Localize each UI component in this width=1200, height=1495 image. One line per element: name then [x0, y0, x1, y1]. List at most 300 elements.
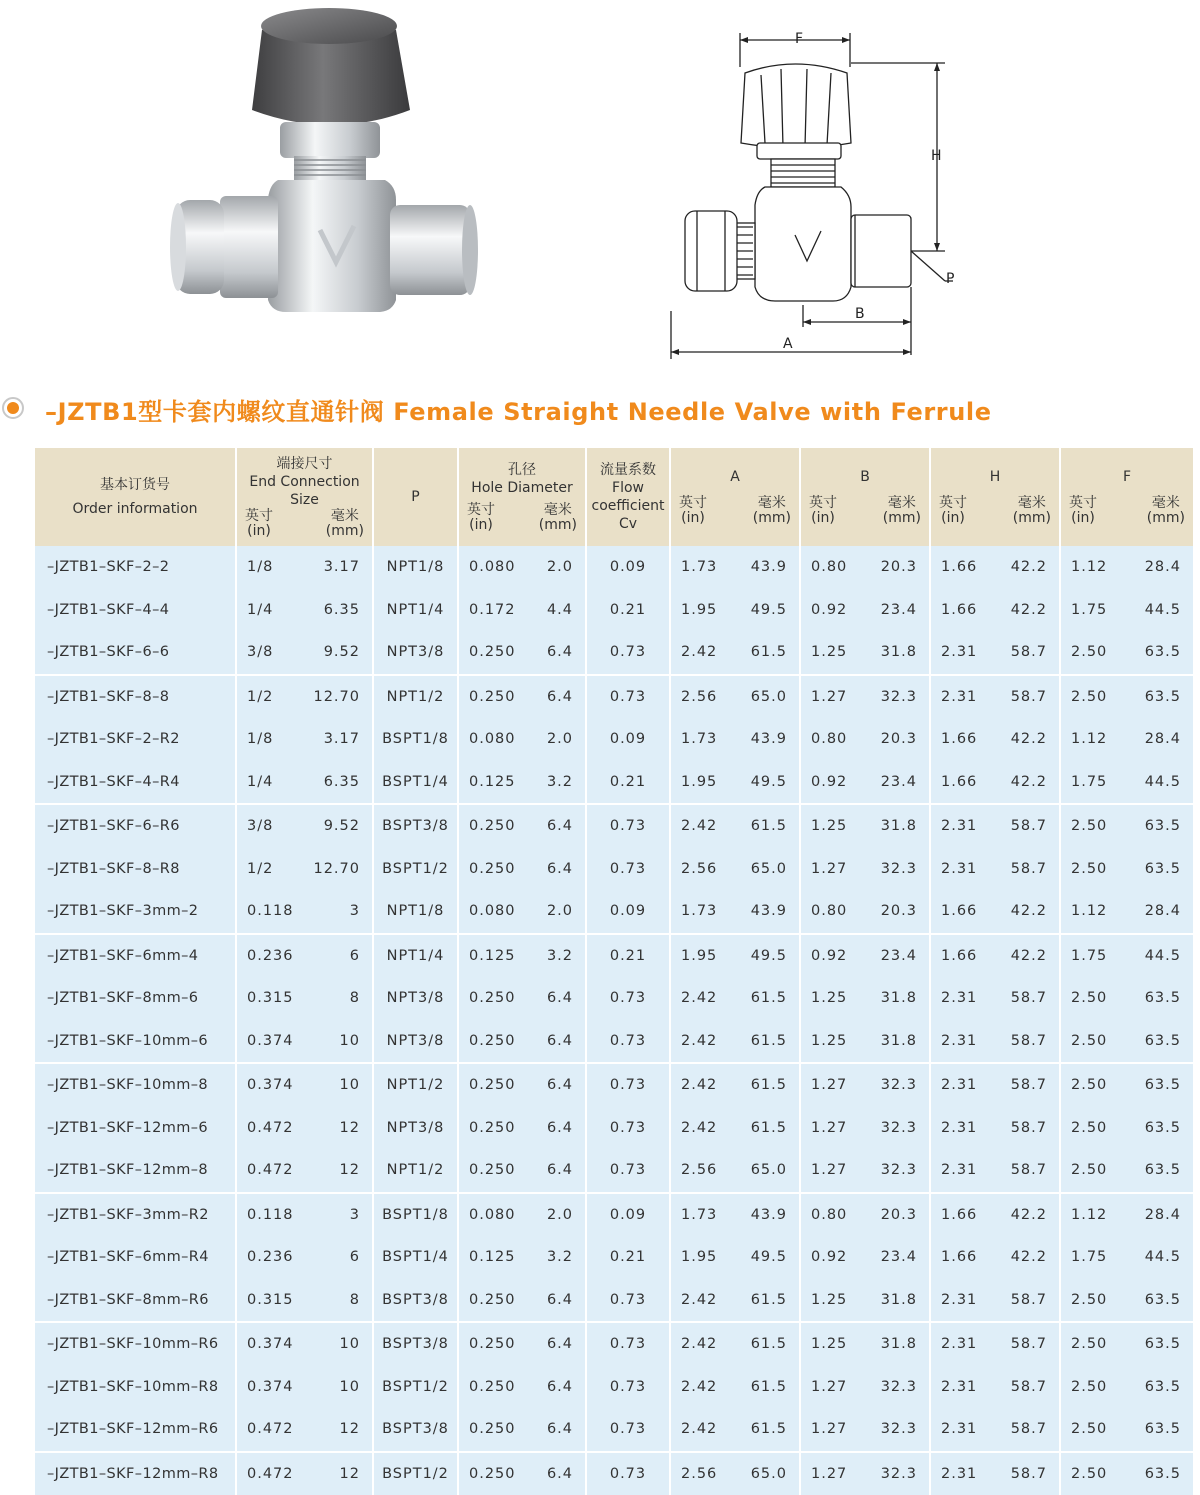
cell-dim-a	[670, 1236, 800, 1279]
value-inch: 0.250	[469, 1077, 516, 1093]
value-mm: 42.2	[1011, 903, 1047, 919]
cell-hole-diameter	[458, 1236, 586, 1279]
value-mm: 12.70	[313, 861, 360, 877]
value-inch: 0.250	[469, 1336, 516, 1352]
value-inch: 2.56	[681, 861, 717, 877]
cell-flow-cv: 0.09	[586, 718, 670, 761]
header-f: F 英寸 (in) 毫米 (mm)	[1060, 448, 1193, 546]
value-mm: 3.17	[324, 559, 360, 575]
value-mm: 42.2	[1011, 948, 1047, 964]
value-mm: 58.7	[1011, 1379, 1047, 1395]
value-mm: 63.5	[1145, 1077, 1181, 1093]
value-inch: 0.250	[469, 1466, 516, 1482]
value-mm: 3.2	[547, 1249, 573, 1265]
table-row	[35, 546, 1193, 589]
cell-dim-h	[930, 1279, 1060, 1323]
cell-p-thread: NPT3/8	[373, 631, 458, 675]
cell-end-connection	[236, 1366, 373, 1409]
table-row	[35, 1063, 1193, 1107]
value-mm: 6.4	[547, 1120, 573, 1136]
value-inch: 2.42	[681, 1336, 717, 1352]
value-mm: 8	[350, 1292, 360, 1308]
value-inch: 0.250	[469, 1292, 516, 1308]
table-row	[35, 1452, 1193, 1495]
value-mm: 31.8	[881, 1033, 917, 1049]
value-inch: 2.31	[941, 1033, 977, 1049]
value-inch: 2.50	[1071, 1077, 1107, 1093]
cell-hole-diameter	[458, 1279, 586, 1323]
cell-p-thread: NPT3/8	[373, 1107, 458, 1150]
value-inch: 1.12	[1071, 903, 1107, 919]
value-inch: 0.250	[469, 1033, 516, 1049]
value-inch: 0.80	[811, 731, 847, 747]
cell-order-number: –JZTB1–SKF–10mm–R6	[35, 1322, 236, 1366]
value-mm: 63.5	[1145, 1033, 1181, 1049]
value-inch: 2.31	[941, 644, 977, 660]
cell-dim-f	[1060, 1063, 1193, 1107]
cell-hole-diameter	[458, 890, 586, 934]
cell-end-connection	[236, 890, 373, 934]
cell-dim-f	[1060, 589, 1193, 632]
cell-dim-b	[800, 718, 930, 761]
table-row	[35, 589, 1193, 632]
value-mm: 63.5	[1145, 689, 1181, 705]
cell-dim-a	[670, 977, 800, 1020]
value-inch: 0.315	[247, 990, 294, 1006]
value-mm: 44.5	[1145, 602, 1181, 618]
section-heading	[0, 388, 1200, 432]
table-row	[35, 1279, 1193, 1323]
value-mm: 44.5	[1145, 948, 1181, 964]
value-inch: 1.25	[811, 818, 847, 834]
table-row	[35, 631, 1193, 675]
value-inch: 2.31	[941, 818, 977, 834]
cell-p-thread: NPT1/2	[373, 1063, 458, 1107]
cell-dim-f	[1060, 718, 1193, 761]
value-inch: 0.92	[811, 602, 847, 618]
value-mm: 58.7	[1011, 1162, 1047, 1178]
value-mm: 32.3	[881, 861, 917, 877]
value-mm: 42.2	[1011, 602, 1047, 618]
value-mm: 2.0	[547, 559, 573, 575]
cell-dim-b	[800, 1366, 930, 1409]
cell-dim-b	[800, 1452, 930, 1495]
cell-end-connection	[236, 761, 373, 805]
value-mm: 63.5	[1145, 818, 1181, 834]
value-inch: 1.66	[941, 559, 977, 575]
value-inch: 1.75	[1071, 774, 1107, 790]
dim-label-p: P	[946, 271, 954, 287]
table-row	[35, 977, 1193, 1020]
value-inch: 2.42	[681, 818, 717, 834]
value-mm: 42.2	[1011, 731, 1047, 747]
cell-order-number: –JZTB1–SKF–6mm–4	[35, 934, 236, 978]
cell-flow-cv: 0.73	[586, 1020, 670, 1064]
value-inch: 2.50	[1071, 1120, 1107, 1136]
cell-order-number: –JZTB1–SKF–8mm–R6	[35, 1279, 236, 1323]
cell-hole-diameter	[458, 1020, 586, 1064]
cell-flow-cv: 0.21	[586, 1236, 670, 1279]
value-inch: 1/4	[247, 602, 273, 618]
value-mm: 61.5	[751, 1120, 787, 1136]
value-inch: 0.080	[469, 731, 516, 747]
value-inch: 0.80	[811, 1207, 847, 1223]
cell-dim-a	[670, 589, 800, 632]
value-mm: 3.2	[547, 948, 573, 964]
value-mm: 43.9	[751, 731, 787, 747]
cell-p-thread: NPT3/8	[373, 1020, 458, 1064]
value-inch: 2.50	[1071, 689, 1107, 705]
value-mm: 43.9	[751, 559, 787, 575]
value-inch: 1.27	[811, 1379, 847, 1395]
cell-hole-diameter	[458, 1063, 586, 1107]
value-inch: 2.42	[681, 644, 717, 660]
value-mm: 63.5	[1145, 1421, 1181, 1437]
value-mm: 6.4	[547, 1466, 573, 1482]
cell-dim-a	[670, 675, 800, 719]
cell-end-connection	[236, 1107, 373, 1150]
value-inch: 1.73	[681, 559, 717, 575]
cell-dim-b	[800, 977, 930, 1020]
cell-dim-f	[1060, 761, 1193, 805]
value-mm: 8	[350, 990, 360, 1006]
value-inch: 1.66	[941, 903, 977, 919]
cell-end-connection	[236, 1020, 373, 1064]
value-mm: 63.5	[1145, 1292, 1181, 1308]
cell-order-number: –JZTB1–SKF–2–R2	[35, 718, 236, 761]
cell-dim-h	[930, 675, 1060, 719]
value-mm: 32.3	[881, 1421, 917, 1437]
value-inch: 2.31	[941, 1162, 977, 1178]
value-mm: 6.4	[547, 644, 573, 660]
value-inch: 2.31	[941, 1379, 977, 1395]
value-inch: 1.27	[811, 1077, 847, 1093]
value-mm: 61.5	[751, 1292, 787, 1308]
cell-dim-b	[800, 1107, 930, 1150]
cell-flow-cv: 0.09	[586, 890, 670, 934]
cell-dim-b	[800, 1408, 930, 1452]
cell-flow-cv: 0.21	[586, 589, 670, 632]
value-mm: 49.5	[751, 602, 787, 618]
value-mm: 43.9	[751, 1207, 787, 1223]
header-h: H 英寸 (in) 毫米 (mm)	[930, 448, 1060, 546]
value-mm: 32.3	[881, 1466, 917, 1482]
value-mm: 63.5	[1145, 1120, 1181, 1136]
value-mm: 9.52	[324, 818, 360, 834]
cell-flow-cv: 0.21	[586, 934, 670, 978]
value-inch: 2.42	[681, 1421, 717, 1437]
cell-dim-h	[930, 1322, 1060, 1366]
value-mm: 3	[350, 903, 360, 919]
value-mm: 6.4	[547, 1033, 573, 1049]
value-mm: 58.7	[1011, 1120, 1047, 1136]
value-mm: 65.0	[751, 689, 787, 705]
value-mm: 58.7	[1011, 689, 1047, 705]
table-row	[35, 804, 1193, 848]
header-hole-diameter: 孔径 Hole Diameter 英寸 (in) 毫米 (mm)	[458, 448, 586, 546]
cell-dim-a	[670, 1193, 800, 1237]
value-inch: 2.42	[681, 990, 717, 1006]
value-inch: 2.50	[1071, 644, 1107, 660]
cell-order-number: –JZTB1–SKF–6–R6	[35, 804, 236, 848]
cell-order-number: –JZTB1–SKF–6–6	[35, 631, 236, 675]
value-inch: 1.25	[811, 990, 847, 1006]
cell-p-thread: NPT1/8	[373, 890, 458, 934]
cell-p-thread: BSPT1/4	[373, 1236, 458, 1279]
value-inch: 0.80	[811, 903, 847, 919]
cell-dim-h	[930, 1236, 1060, 1279]
cell-end-connection	[236, 1279, 373, 1323]
cell-dim-f	[1060, 804, 1193, 848]
value-mm: 43.9	[751, 903, 787, 919]
value-inch: 0.125	[469, 948, 516, 964]
value-inch: 0.92	[811, 948, 847, 964]
value-inch: 0.250	[469, 644, 516, 660]
table-row	[35, 1193, 1193, 1237]
value-inch: 2.50	[1071, 1162, 1107, 1178]
value-mm: 6	[350, 1249, 360, 1265]
value-inch: 1.66	[941, 602, 977, 618]
value-mm: 28.4	[1145, 1207, 1181, 1223]
cell-p-thread: BSPT1/2	[373, 848, 458, 891]
cell-dim-a	[670, 1322, 800, 1366]
page-title: –JZTB1型卡套内螺纹直通针阀 Female Straight Needle Valve with Ferrule	[45, 392, 992, 427]
cell-dim-a	[670, 848, 800, 891]
value-mm: 58.7	[1011, 1336, 1047, 1352]
spec-table-body	[35, 546, 1193, 1495]
cell-dim-b	[800, 848, 930, 891]
value-inch: 0.92	[811, 1249, 847, 1265]
cell-dim-b	[800, 761, 930, 805]
value-mm: 23.4	[881, 602, 917, 618]
cell-dim-h	[930, 1452, 1060, 1495]
cell-dim-f	[1060, 1408, 1193, 1452]
value-inch: 2.56	[681, 689, 717, 705]
value-inch: 0.374	[247, 1077, 294, 1093]
cell-end-connection	[236, 1452, 373, 1495]
table-row	[35, 1236, 1193, 1279]
cell-order-number: –JZTB1–SKF–12mm–6	[35, 1107, 236, 1150]
table-row	[35, 1149, 1193, 1193]
cell-p-thread: BSPT3/8	[373, 1408, 458, 1452]
cell-dim-a	[670, 546, 800, 589]
value-inch: 2.31	[941, 861, 977, 877]
table-row	[35, 1366, 1193, 1409]
cell-dim-b	[800, 934, 930, 978]
cell-hole-diameter	[458, 1408, 586, 1452]
cell-dim-h	[930, 546, 1060, 589]
dim-label-f: F	[795, 31, 803, 47]
value-mm: 6.4	[547, 818, 573, 834]
cell-dim-h	[930, 804, 1060, 848]
value-inch: 0.236	[247, 1249, 294, 1265]
value-mm: 6.4	[547, 1336, 573, 1352]
value-inch: 1.25	[811, 1292, 847, 1308]
value-inch: 3/8	[247, 818, 273, 834]
cell-dim-f	[1060, 546, 1193, 589]
value-inch: 1.73	[681, 1207, 717, 1223]
value-inch: 0.374	[247, 1336, 294, 1352]
cell-flow-cv: 0.73	[586, 1063, 670, 1107]
value-inch: 1.73	[681, 731, 717, 747]
value-inch: 0.250	[469, 1379, 516, 1395]
dim-label-h: H	[931, 148, 942, 164]
value-inch: 1/2	[247, 689, 273, 705]
cell-dim-f	[1060, 1149, 1193, 1193]
cell-dim-b	[800, 631, 930, 675]
cell-hole-diameter	[458, 1366, 586, 1409]
cell-order-number: –JZTB1–SKF–3mm–2	[35, 890, 236, 934]
cell-dim-b	[800, 1279, 930, 1323]
table-row	[35, 718, 1193, 761]
value-mm: 3.17	[324, 731, 360, 747]
cell-flow-cv: 0.09	[586, 1193, 670, 1237]
value-mm: 12	[340, 1466, 360, 1482]
value-mm: 6.4	[547, 689, 573, 705]
cell-hole-diameter	[458, 1107, 586, 1150]
cell-flow-cv: 0.73	[586, 1452, 670, 1495]
cell-end-connection	[236, 1193, 373, 1237]
cell-dim-a	[670, 934, 800, 978]
value-mm: 20.3	[881, 559, 917, 575]
cell-hole-diameter	[458, 589, 586, 632]
value-mm: 58.7	[1011, 644, 1047, 660]
value-inch: 1.12	[1071, 731, 1107, 747]
value-mm: 6.35	[324, 774, 360, 790]
value-inch: 1.75	[1071, 602, 1107, 618]
value-inch: 1/4	[247, 774, 273, 790]
value-inch: 2.56	[681, 1466, 717, 1482]
bullet-icon	[2, 397, 24, 419]
cell-end-connection	[236, 718, 373, 761]
cell-flow-cv: 0.73	[586, 1149, 670, 1193]
value-mm: 61.5	[751, 990, 787, 1006]
value-mm: 65.0	[751, 1466, 787, 1482]
value-mm: 2.0	[547, 731, 573, 747]
cell-dim-a	[670, 1452, 800, 1495]
value-inch: 1.25	[811, 644, 847, 660]
value-inch: 0.374	[247, 1033, 294, 1049]
value-mm: 44.5	[1145, 774, 1181, 790]
value-inch: 1.73	[681, 903, 717, 919]
table-row	[35, 1408, 1193, 1452]
table-row	[35, 761, 1193, 805]
cell-dim-a	[670, 1063, 800, 1107]
cell-dim-h	[930, 1366, 1060, 1409]
cell-dim-h	[930, 890, 1060, 934]
cell-hole-diameter	[458, 1193, 586, 1237]
value-inch: 0.080	[469, 559, 516, 575]
value-inch: 1.66	[941, 948, 977, 964]
cell-dim-b	[800, 589, 930, 632]
header-end-connection: 端接尺寸 End Connection Size 英寸 (in) 毫米 (mm)	[236, 448, 373, 546]
cell-dim-b	[800, 890, 930, 934]
cell-p-thread: BSPT3/8	[373, 1279, 458, 1323]
cell-dim-h	[930, 1149, 1060, 1193]
value-inch: 2.31	[941, 689, 977, 705]
value-inch: 0.472	[247, 1120, 294, 1136]
value-mm: 6.4	[547, 861, 573, 877]
value-inch: 2.50	[1071, 818, 1107, 834]
cell-end-connection	[236, 1322, 373, 1366]
value-mm: 58.7	[1011, 1421, 1047, 1437]
value-inch: 2.31	[941, 1292, 977, 1308]
value-mm: 58.7	[1011, 861, 1047, 877]
cell-p-thread: NPT1/2	[373, 675, 458, 719]
cell-dim-b	[800, 1149, 930, 1193]
value-inch: 1.66	[941, 731, 977, 747]
cell-hole-diameter	[458, 934, 586, 978]
value-mm: 49.5	[751, 774, 787, 790]
cell-hole-diameter	[458, 1322, 586, 1366]
value-inch: 2.31	[941, 1336, 977, 1352]
cell-dim-a	[670, 1020, 800, 1064]
value-mm: 3.2	[547, 774, 573, 790]
value-mm: 63.5	[1145, 1162, 1181, 1178]
value-mm: 63.5	[1145, 1336, 1181, 1352]
cell-dim-h	[930, 1193, 1060, 1237]
cell-dim-h	[930, 1063, 1060, 1107]
table-row	[35, 1107, 1193, 1150]
cell-dim-b	[800, 804, 930, 848]
cell-p-thread: BSPT1/8	[373, 1193, 458, 1237]
value-mm: 2.0	[547, 903, 573, 919]
cell-hole-diameter	[458, 718, 586, 761]
value-mm: 20.3	[881, 1207, 917, 1223]
cell-dim-f	[1060, 1452, 1193, 1495]
cell-dim-f	[1060, 1193, 1193, 1237]
value-inch: 2.31	[941, 1077, 977, 1093]
value-inch: 0.250	[469, 689, 516, 705]
dimension-drawing	[655, 25, 975, 365]
cell-order-number: –JZTB1–SKF–12mm–8	[35, 1149, 236, 1193]
value-mm: 65.0	[751, 1162, 787, 1178]
cell-p-thread: BSPT1/4	[373, 761, 458, 805]
value-mm: 61.5	[751, 644, 787, 660]
cell-hole-diameter	[458, 848, 586, 891]
value-mm: 10	[340, 1379, 360, 1395]
cell-dim-a	[670, 1408, 800, 1452]
value-inch: 0.250	[469, 990, 516, 1006]
value-mm: 31.8	[881, 644, 917, 660]
cell-end-connection	[236, 1408, 373, 1452]
cell-p-thread: BSPT1/8	[373, 718, 458, 761]
value-mm: 12	[340, 1421, 360, 1437]
value-inch: 1.27	[811, 1421, 847, 1437]
value-mm: 63.5	[1145, 861, 1181, 877]
value-mm: 23.4	[881, 948, 917, 964]
value-inch: 1/2	[247, 861, 273, 877]
cell-dim-f	[1060, 890, 1193, 934]
value-inch: 2.31	[941, 1421, 977, 1437]
value-inch: 1.75	[1071, 948, 1107, 964]
cell-hole-diameter	[458, 977, 586, 1020]
cell-end-connection	[236, 1063, 373, 1107]
table-row	[35, 848, 1193, 891]
value-inch: 0.472	[247, 1466, 294, 1482]
value-mm: 31.8	[881, 1292, 917, 1308]
value-mm: 32.3	[881, 689, 917, 705]
table-row	[35, 1020, 1193, 1064]
value-mm: 4.4	[547, 602, 573, 618]
value-mm: 31.8	[881, 1336, 917, 1352]
value-mm: 6.4	[547, 1421, 573, 1437]
value-inch: 1.12	[1071, 559, 1107, 575]
cell-hole-diameter	[458, 804, 586, 848]
value-inch: 0.472	[247, 1421, 294, 1437]
value-inch: 1.27	[811, 1162, 847, 1178]
value-mm: 12	[340, 1162, 360, 1178]
